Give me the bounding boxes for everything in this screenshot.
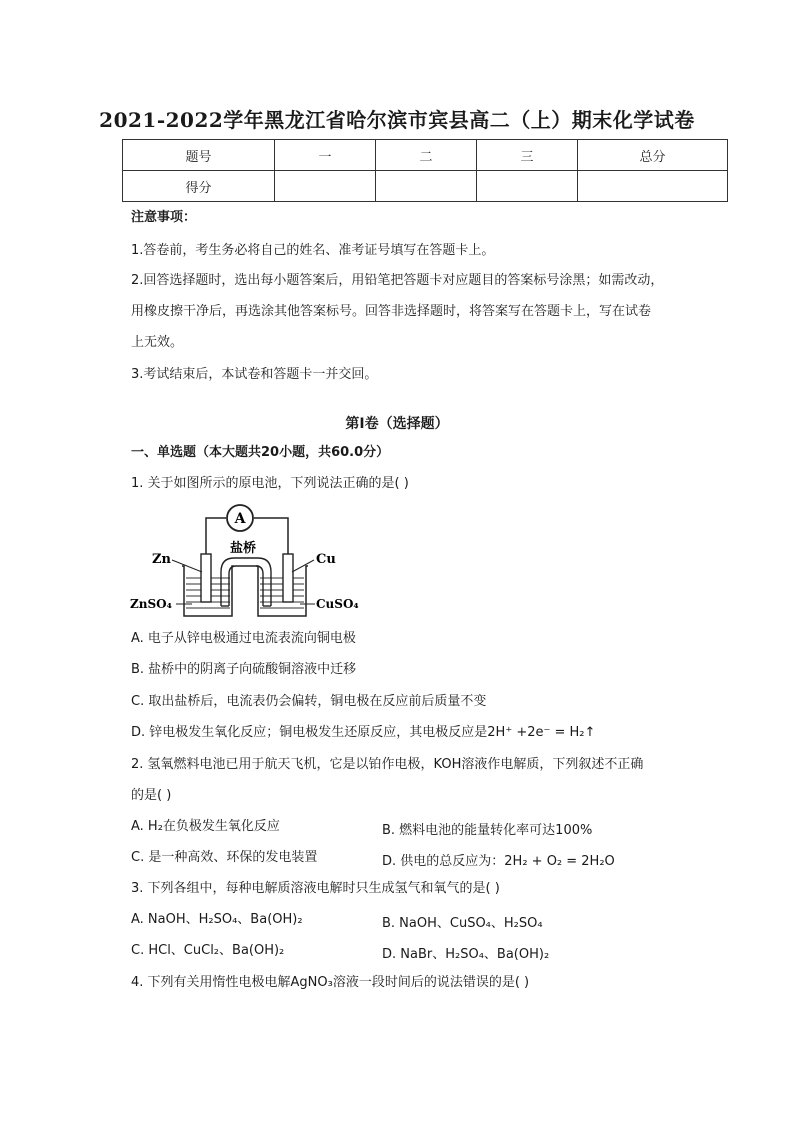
part-heading: 一、单选题（本大题共20小题，共60.0分） <box>131 445 390 460</box>
table-cell: 总分 <box>578 140 728 171</box>
option-a: A. H₂在负极发生氧化反应 <box>131 819 280 834</box>
score-input-cell <box>376 171 477 202</box>
table-row <box>123 140 728 171</box>
question-stem-cont: 的是( ) <box>131 788 172 803</box>
question-stem: 2. 氢氧燃料电池已用于航天飞机，它是以铂作电极，KOH溶液作电解质，下列叙述不正确 <box>131 757 644 772</box>
table-cell: 题号 <box>123 140 275 171</box>
table-cell: 得分 <box>123 171 275 202</box>
option-a: A. NaOH、H₂SO₄、Ba(OH)₂ <box>131 912 303 927</box>
notice-heading: 注意事项： <box>131 210 197 225</box>
option-b: B. 燃料电池的能量转化率可达100% <box>382 823 593 838</box>
option-d: D. 锌电极发生氧化反应；铜电极发生还原反应，其电极反应是2H⁺ +2e⁻ = H₂↑ <box>131 725 596 740</box>
znso4-label: ZnSO₄ <box>130 597 172 611</box>
notice-item: 3.考试结束后，本试卷和答题卡一并交回。 <box>131 367 378 382</box>
question-stem: 4. 下列有关用惰性电极电解AgNO₃溶液一段时间后的说法错误的是( ) <box>131 975 530 990</box>
option-c: C. HCl、CuCl₂、Ba(OH)₂ <box>131 943 285 958</box>
option-a: A. 电子从锌电极通过电流表流向铜电极 <box>131 631 356 646</box>
galvanic-cell-diagram <box>130 500 370 620</box>
table-cell: 一 <box>275 140 376 171</box>
table-cell: 三 <box>477 140 578 171</box>
notice-item: 上无效。 <box>131 335 184 350</box>
section-title: 第Ⅰ卷（选择题） <box>345 416 449 432</box>
cu-label: Cu <box>316 552 336 567</box>
score-input-cell <box>578 171 728 202</box>
notice-item: 用橡皮擦干净后，再选涂其他答案标号。回答非选择题时，将答案写在答题卡上，写在试卷 <box>131 304 652 319</box>
score-table <box>122 139 728 202</box>
score-input-cell <box>477 171 578 202</box>
option-c: C. 取出盐桥后，电流表仍会偏转，铜电极在反应前后质量不变 <box>131 694 487 709</box>
question-stem: 1. 关于如图所示的原电池，下列说法正确的是( ) <box>131 476 409 491</box>
question-stem: 3. 下列各组中，每种电解质溶液电解时只生成氢气和氧气的是( ) <box>131 881 500 896</box>
table-row <box>123 171 728 202</box>
salt-bridge-label: 盐桥 <box>230 541 257 556</box>
notice-item: 2.回答选择题时，选出每小题答案后，用铅笔把答题卡对应题目的答案标号涂黑；如需改动， <box>131 273 664 288</box>
option-c: C. 是一种高效、环保的发电装置 <box>131 850 318 865</box>
page-title: 2021-2022学年黑龙江省哈尔滨市宾县高二（上）期末化学试卷 <box>99 108 695 132</box>
option-d: D. NaBr、H₂SO₄、Ba(OH)₂ <box>382 947 550 962</box>
zn-label: Zn <box>152 552 171 567</box>
score-input-cell <box>275 171 376 202</box>
cuso4-label: CuSO₄ <box>316 597 359 611</box>
table-cell: 二 <box>376 140 477 171</box>
ammeter-label: A <box>234 511 246 527</box>
option-b: B. 盐桥中的阴离子向硫酸铜溶液中迁移 <box>131 662 357 677</box>
notice-item: 1.答卷前，考生务必将自己的姓名、准考证号填写在答题卡上。 <box>131 243 495 258</box>
option-b: B. NaOH、CuSO₄、H₂SO₄ <box>382 916 543 931</box>
option-d: D. 供电的总反应为：2H₂ + O₂ = 2H₂O <box>382 854 615 869</box>
